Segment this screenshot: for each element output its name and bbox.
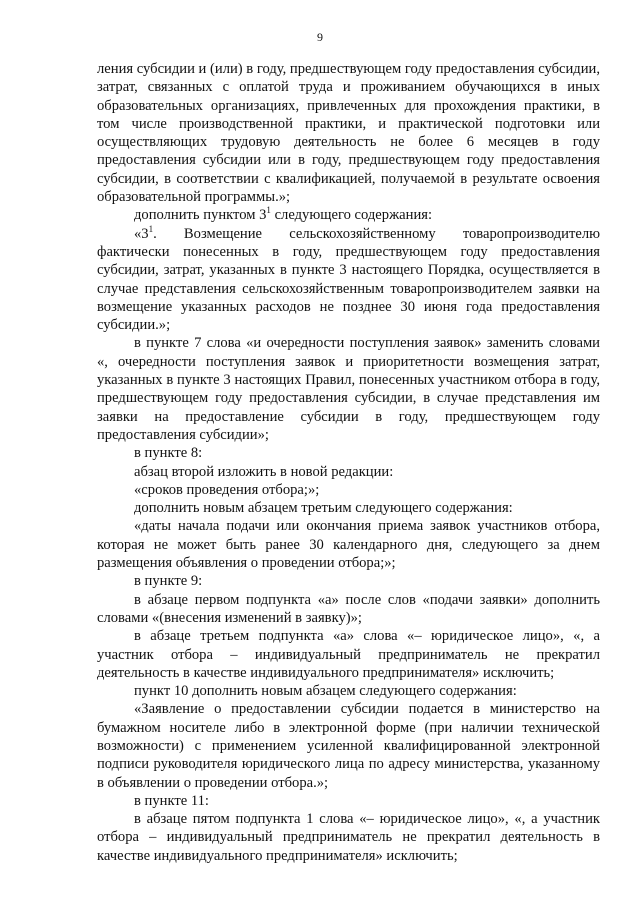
paragraph-point-7: в пункте 7 слова «и очередности поступления заявок» заменить словами «, очередности поступления заявок и приоритетности возмещения затрат, указанных в пункте 3 настоящих Правил, понесенных участником отбора в году, предшествующем году предоставления субсидии, в случае представления им заявки на предоставление субсидии в году, предшествующем году предоставления субсидии»; <box>97 335 600 443</box>
paragraph: «Заявление о предоставлении субсидии подается в министерство на бумажном носителе либо в электронной форме (при наличии технической возможности) с применением усиленной квалифицированной электронной подписи руководителя юридического лица по адресу министерства, указанному в объявлении о проведении отбора.»; <box>97 701 600 791</box>
paragraph: «сроков проведения отбора;»; <box>134 481 320 498</box>
paragraph-text: дополнить пунктом 3 <box>134 207 267 224</box>
paragraph-text: «3 <box>134 225 149 242</box>
paragraph-point-3-1 <box>97 225 600 335</box>
paragraph: в абзаце первом подпункта «а» после слов «подачи заявки» дополнить словами «(внесения изменений в заявку)»; <box>97 591 600 626</box>
paragraph-amend-3-1 <box>97 206 600 224</box>
paragraph-point-9: в пункте 9: <box>134 573 203 590</box>
paragraph-point-10: пункт 10 дополнить новым абзацем следующего содержания: <box>134 683 517 700</box>
paragraph: дополнить новым абзацем третьим следующего содержания: <box>134 500 513 517</box>
document-body <box>97 60 600 865</box>
paragraph-continuation: ления субсидии и (или) в году, предшествующем году предоставления субсидии, затрат, связанных с оплатой труда и проживанием обучающихся в иных образовательных организациях, привлеченных для прохождения практики, в том числе производственной практики, и практической подготовки или осуществляющих трудовую деятельность не более 6 месяцев в году предоставления субсидии или в году, предшествующем году предоставления субсидии, в соответствии с квалификацией, получаемой в результате освоения образовательной программы.»; <box>97 61 600 206</box>
superscript: 1 <box>148 223 154 234</box>
paragraph-text: следующего содержания: <box>270 207 433 224</box>
paragraph-point-8: в пункте 8: <box>134 445 203 462</box>
superscript: 1 <box>266 205 271 216</box>
paragraph-point-11: в пункте 11: <box>134 792 209 809</box>
page-number: 9 <box>317 30 323 44</box>
paragraph-text: . Возмещение сельскохозяйственному товаропроизводителю фактически понесенных в году, предшествующем году предоставления субсидии, затрат, указанных в пункте 3 настоящего Порядка, осуществляется в случае представления сельскохозяйственным товаропроизводителем заявки на возмещение указанных расходов не позднее 30 июня года предоставления субсидии.»; <box>97 225 600 334</box>
paragraph: в абзаце третьем подпункта «а» слова «– юридическое лицо», «, а участник отбора – индивидуальный предприниматель не прекратил деятельность в качестве индивидуального предпринимателя» исключить; <box>97 628 600 681</box>
paragraph: абзац второй изложить в новой редакции: <box>134 463 394 480</box>
paragraph: «даты начала подачи или окончания приема заявок участников отбора, которая не может быть ранее 30 календарного дня, следующего за днем размещения объявления о проведении отбора;»; <box>97 518 600 572</box>
paragraph: в абзаце пятом подпункта 1 слова «– юридическое лицо», «, а участник отбора – индивидуальный предприниматель не прекратил деятельность в качестве индивидуального предпринимателя» исключить; <box>97 811 600 864</box>
